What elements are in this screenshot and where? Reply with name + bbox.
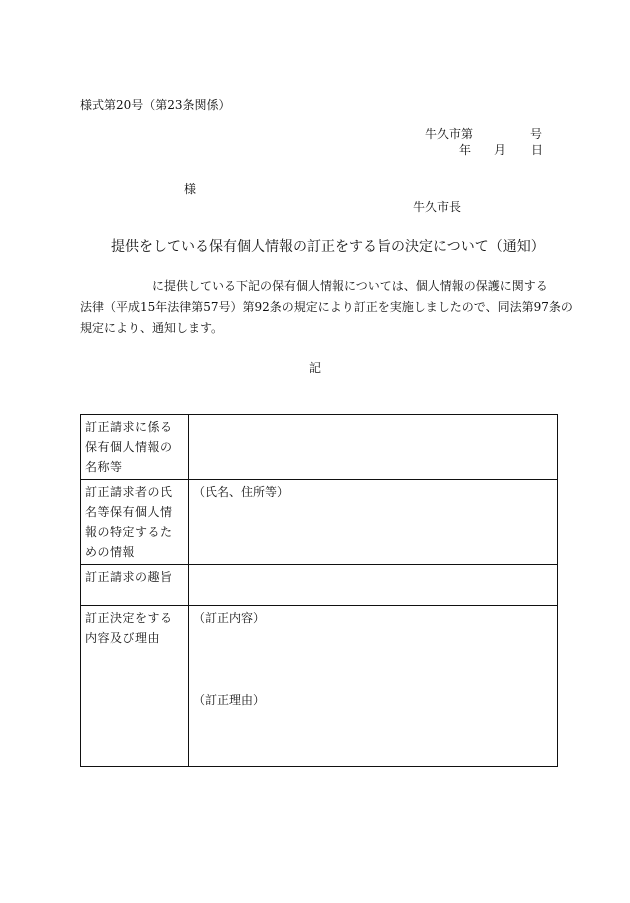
row-content-requester-info: （氏名、住所等） bbox=[189, 480, 558, 565]
table-row bbox=[81, 606, 558, 767]
correction-reason-label: （訂正理由） bbox=[193, 693, 266, 707]
date-year-label: 年 bbox=[459, 143, 472, 157]
form-number: 様式第20号（第23条関係） bbox=[80, 98, 231, 112]
table-row bbox=[81, 415, 558, 480]
body-line-1: に提供している下記の保有個人情報については、個人情報の保護に関する bbox=[152, 279, 548, 293]
date-month-label: 月 bbox=[494, 143, 507, 157]
date-day-label: 日 bbox=[531, 143, 544, 157]
row-content-request-purpose bbox=[189, 565, 558, 606]
table-row bbox=[81, 565, 558, 606]
row-content-decision bbox=[189, 606, 558, 767]
document-title: 提供をしている保有個人情報の訂正をする旨の決定について（通知） bbox=[111, 239, 545, 255]
body-line-2: 法律（平成15年法律第57号）第92条の規定により訂正を実施しましたので、同法第97条の bbox=[80, 300, 573, 314]
recipient-honorific: 様 bbox=[184, 182, 197, 196]
document-number-prefix: 牛久市第 bbox=[425, 127, 474, 141]
row-label-info-name: 訂正請求に係る保有個人情報の名称等 bbox=[81, 415, 189, 480]
row-label-decision-content: 訂正決定をする内容及び理由 bbox=[81, 606, 189, 767]
table-row bbox=[81, 480, 558, 565]
body-paragraph bbox=[80, 276, 573, 339]
ki-heading: 記 bbox=[309, 361, 322, 375]
document-number-suffix: 号 bbox=[530, 127, 543, 141]
correction-content-label: （訂正内容） bbox=[193, 611, 266, 625]
sender-name: 牛久市長 bbox=[413, 200, 462, 214]
body-line-3: 規定により、通知します。 bbox=[80, 321, 224, 335]
correction-details-table bbox=[80, 414, 558, 767]
row-content-info-name bbox=[189, 415, 558, 480]
row-label-requester-info: 訂正請求者の氏名等保有個人情報の特定するための情報 bbox=[81, 480, 189, 565]
row-label-request-purpose: 訂正請求の趣旨 bbox=[81, 565, 189, 606]
